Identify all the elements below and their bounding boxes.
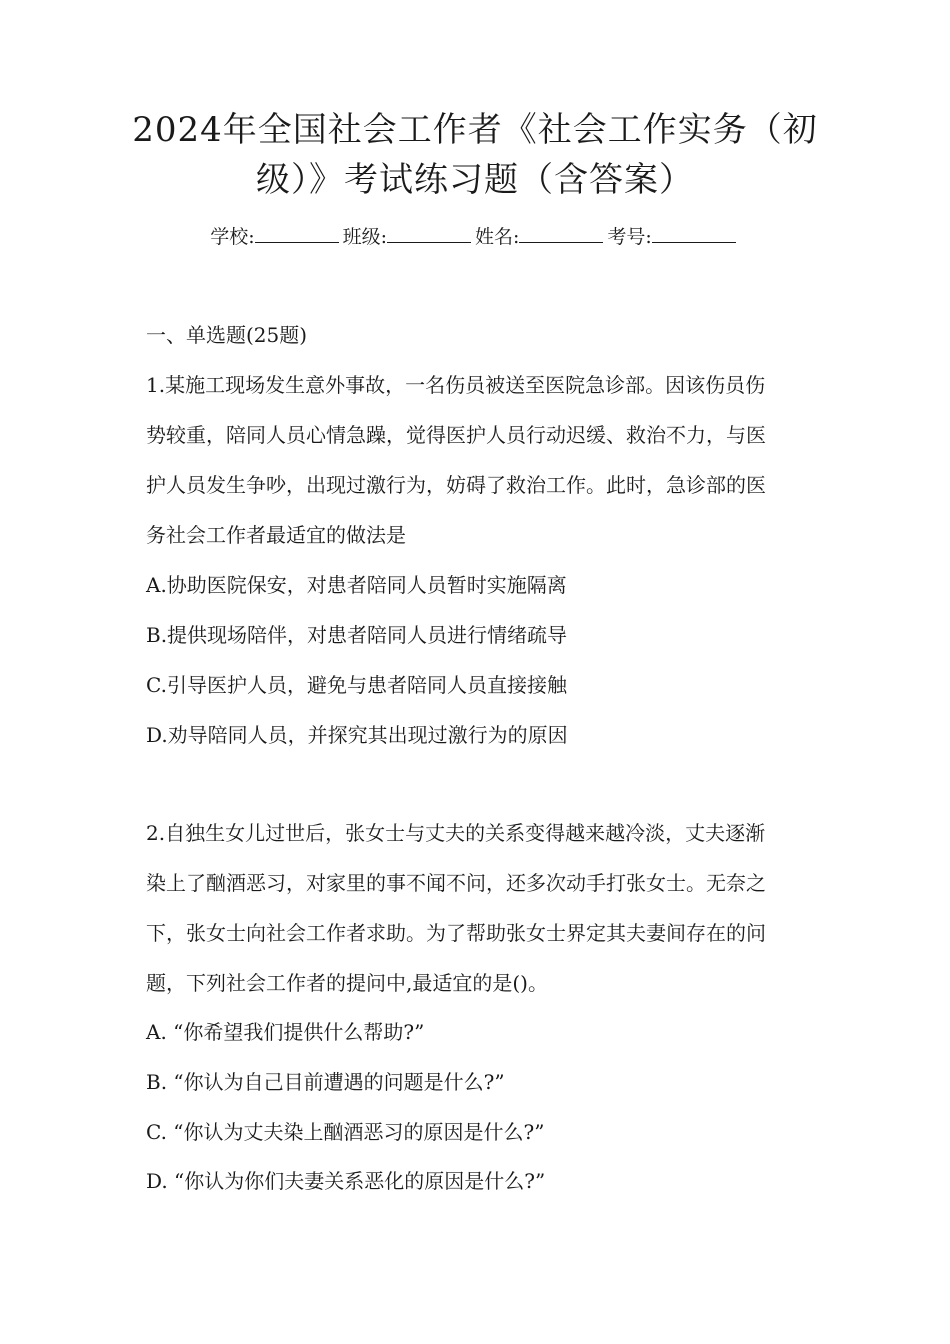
school-blank (255, 222, 339, 243)
question-text-line: 务社会工作者最适宜的做法是 (146, 523, 406, 547)
option-c: C. “你认为丈夫染上酗酒恶习的原因是什么?” (146, 1120, 545, 1144)
document-title-line-1: 2024年全国社会工作者《社会工作实务（初 (132, 110, 818, 150)
option-a: A.协助医院保安，对患者陪同人员暂时实施隔离 (146, 573, 567, 597)
option-a: A. “你希望我们提供什么帮助?” (146, 1020, 425, 1044)
option-b: B.提供现场陪伴，对患者陪同人员进行情绪疏导 (146, 623, 568, 647)
option-c: C.引导医护人员，避免与患者陪同人员直接接触 (146, 673, 567, 697)
question-text-line: 护人员发生争吵，出现过激行为，妨碍了救治工作。此时，急诊部的医 (146, 473, 766, 497)
number-blank (652, 222, 736, 243)
option-b: B. “你认为自己目前遭遇的问题是什么?” (146, 1070, 505, 1094)
name-blank (519, 222, 603, 243)
question-text-line: 势较重，陪同人员心情急躁，觉得医护人员行动迟缓、救治不力，与医 (146, 423, 766, 447)
number-label: 考号: (607, 226, 652, 248)
document-title-line-2: 级）》考试练习题（含答案） (256, 160, 694, 200)
class-blank (387, 222, 471, 243)
student-info-row (0, 222, 950, 252)
question-text-line: 染上了酗酒恶习，对家里的事不闻不问，还多次动手打张女士。无奈之 (146, 871, 766, 895)
question-text-line: 题，下列社会工作者的提问中,最适宜的是()。 (146, 971, 548, 995)
school-label: 学校: (210, 226, 255, 248)
name-label: 姓名: (475, 226, 520, 248)
option-d: D. “你认为你们夫妻关系恶化的原因是什么?” (146, 1169, 546, 1193)
question-text-line: 1.某施工现场发生意外事故，一名伤员被送至医院急诊部。因该伤员伤 (146, 373, 766, 397)
section-heading: 一、单选题(25题) (146, 323, 308, 347)
question-text-line: 2.自独生女儿过世后，张女士与丈夫的关系变得越来越冷淡，丈夫逐渐 (146, 821, 766, 845)
class-label: 班级: (342, 226, 387, 248)
option-d: D.劝导陪同人员，并探究其出现过激行为的原因 (146, 723, 568, 747)
question-text-line: 下，张女士向社会工作者求助。为了帮助张女士界定其夫妻间存在的问 (146, 921, 766, 945)
